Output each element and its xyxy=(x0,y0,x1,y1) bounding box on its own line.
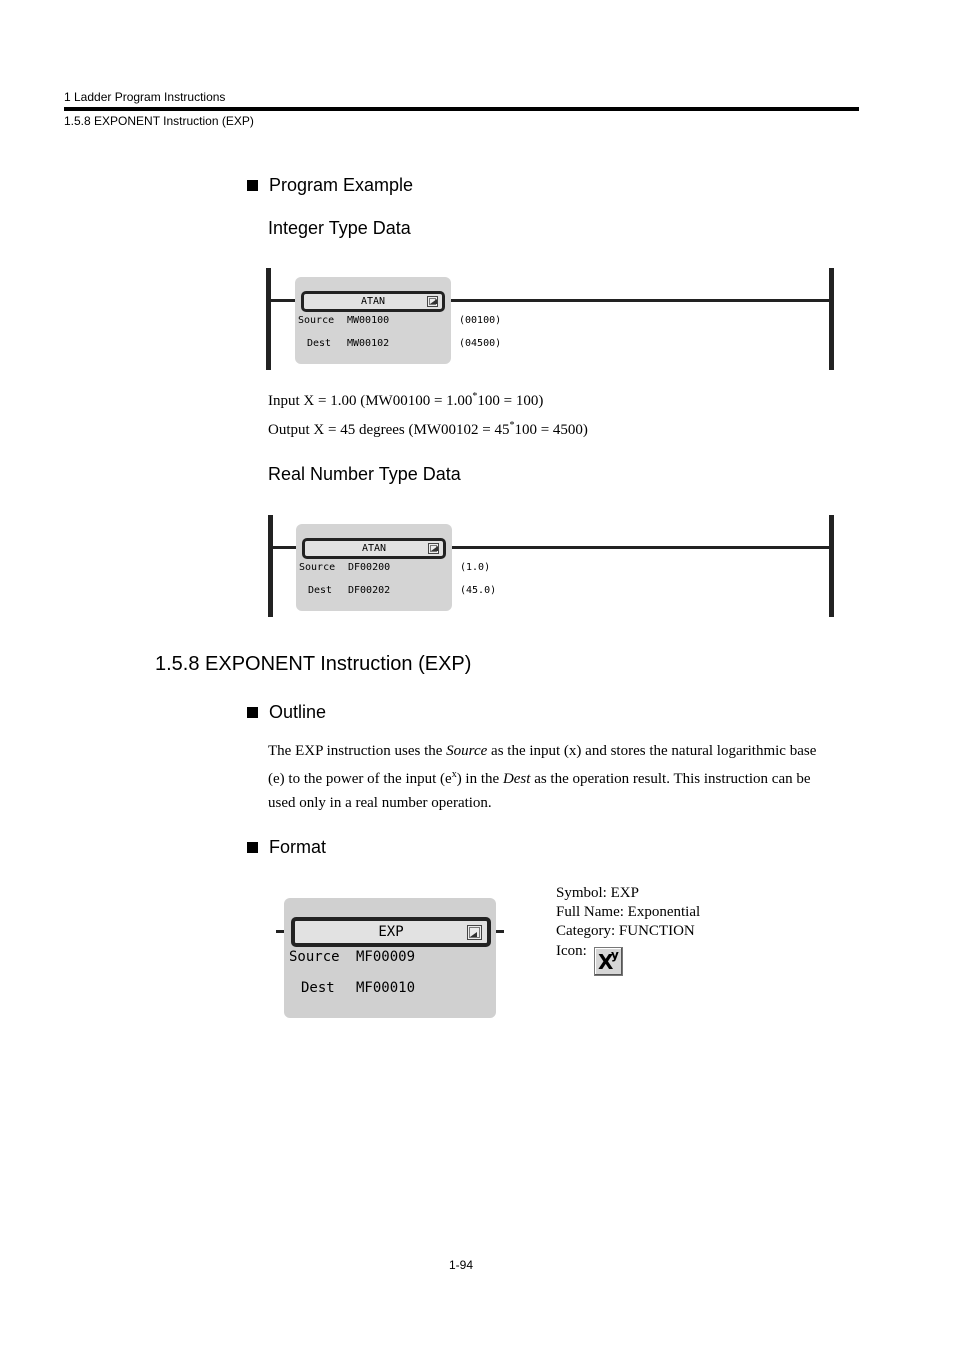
left-power-rail xyxy=(266,268,271,370)
source-label: Source xyxy=(298,315,335,326)
outline-title: Outline xyxy=(269,702,327,722)
atan-function-block[interactable] xyxy=(296,524,452,611)
outline-line-3: used only in a real number operation. xyxy=(268,795,492,811)
input-note: Input X = 1.00 (MW00100 = 1.00*100 = 100) xyxy=(268,391,544,409)
dest-register: DF00202 xyxy=(348,585,391,596)
square-bullet-icon xyxy=(247,842,258,853)
dest-label: Dest xyxy=(301,980,335,996)
source-value: (1.0) xyxy=(460,562,491,573)
running-header-section: 1.5.8 EXPONENT Instruction (EXP) xyxy=(64,114,254,128)
format-heading xyxy=(247,837,326,858)
dest-value: (04500) xyxy=(459,338,502,349)
icon-label: Icon: xyxy=(556,943,587,959)
header-rule xyxy=(64,107,859,111)
source-register: MF00009 xyxy=(356,949,416,965)
category-line: Category: FUNCTION xyxy=(556,923,695,939)
outline-line-1: The EXP instruction uses the Source as the input (x) and stores the natural logarithmic base xyxy=(268,743,817,759)
full-name-line: Full Name: Exponential xyxy=(556,904,701,920)
source-label: Source xyxy=(299,562,336,573)
block-name: ATAN xyxy=(361,543,387,554)
block-name: ATAN xyxy=(360,296,386,307)
dest-value: (45.0) xyxy=(460,585,497,596)
exponent-icon: X y xyxy=(594,947,623,976)
dest-label: Dest xyxy=(308,585,333,596)
source-register: DF00200 xyxy=(348,562,391,573)
section-title: 1.5.8 EXPONENT Instruction (EXP) xyxy=(155,653,472,675)
exp-function-block[interactable] xyxy=(284,898,496,1018)
symbol-line: Symbol: EXP xyxy=(556,885,639,901)
outline-line-2: (e) to the power of the input $(e^x)$ in the Dest as the operation result. This instruction can be xyxy=(268,769,811,787)
ladder-rung-real xyxy=(268,515,834,617)
format-title: Format xyxy=(269,837,327,857)
square-bullet-icon xyxy=(247,180,258,191)
real-type-heading: Real Number Type Data xyxy=(268,464,461,484)
block-name: EXP xyxy=(378,924,404,940)
right-power-rail xyxy=(829,515,834,617)
integer-type-heading: Integer Type Data xyxy=(268,218,411,238)
page-number: 1-94 xyxy=(449,1258,474,1272)
dest-register: MW00102 xyxy=(347,338,390,349)
dest-register: MF00010 xyxy=(356,980,416,996)
source-value: (00100) xyxy=(459,315,502,326)
program-example-title: Program Example xyxy=(269,175,414,195)
program-example-heading xyxy=(247,175,413,196)
source-register: MW00100 xyxy=(347,315,390,326)
window-icon xyxy=(467,925,482,940)
output-note: Output X = 45 degrees (MW00102 = 45*100 = 4500) xyxy=(268,420,588,438)
atan-function-block[interactable] xyxy=(295,277,451,364)
outline-heading xyxy=(247,702,326,723)
square-bullet-icon xyxy=(247,707,258,718)
ladder-rung-integer xyxy=(266,268,834,370)
right-power-rail xyxy=(829,268,834,370)
window-icon xyxy=(428,543,439,554)
source-label: Source xyxy=(289,949,340,965)
left-power-rail xyxy=(268,515,273,617)
running-header-chapter: 1 Ladder Program Instructions xyxy=(64,90,226,104)
dest-label: Dest xyxy=(307,338,332,349)
window-icon xyxy=(427,296,438,307)
